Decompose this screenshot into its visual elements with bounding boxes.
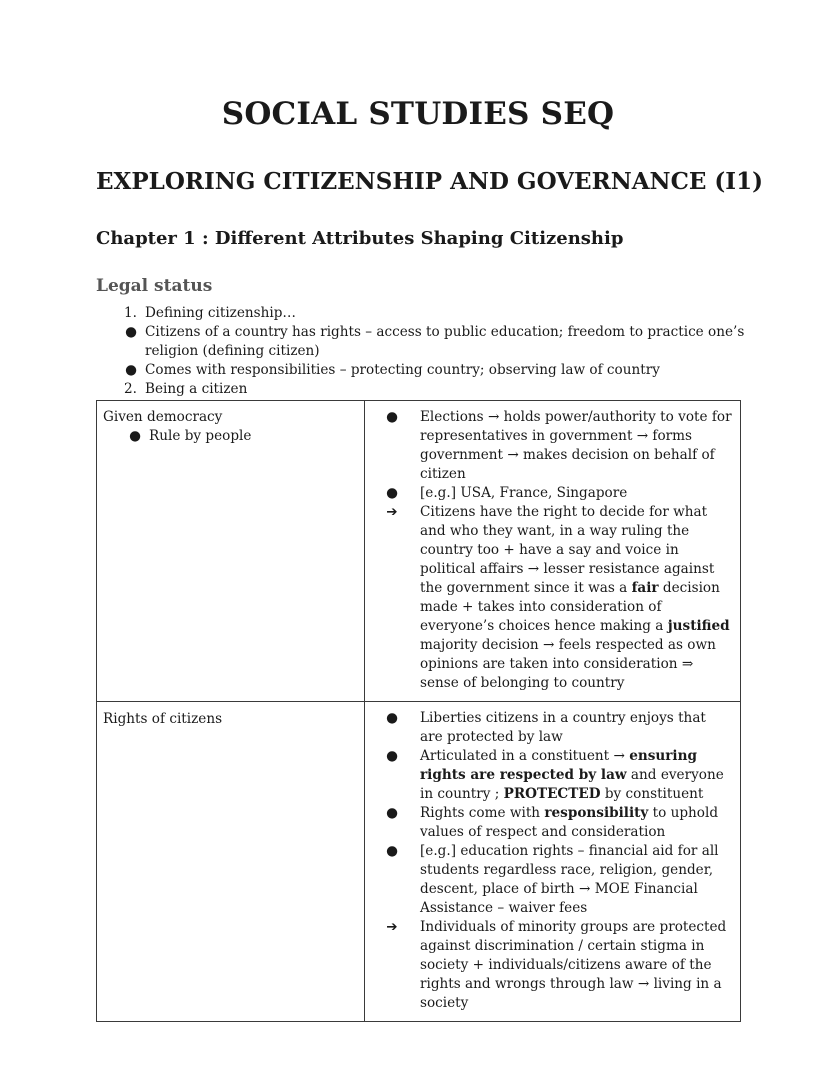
text-run: majority decision → feels respected as own opinions are taken into consideration ⇒ sense of belonging to country [420,637,716,691]
text-run: Rights come with [420,805,545,821]
bold-text: responsibility [544,805,649,821]
list-item-text [420,503,732,693]
bullet-icon: ● [386,409,398,425]
list-item-text: Being a citizen [145,381,248,397]
list-item [373,709,732,747]
bullet-icon: ● [386,843,398,859]
bullet-icon: ● [386,710,398,726]
list-item [96,323,746,361]
list-item-text: Citizens of a country has rights – access to public education; freedom to practice one’s religion (defining citizen) [145,324,745,359]
list-item [103,427,358,446]
list-item-text: Comes with responsibilities – protecting country; observing law of country [145,362,660,378]
intro-list [96,304,746,399]
bullet-icon: ● [129,428,141,444]
list-item [373,484,732,503]
list-number: 2. [124,381,137,397]
bold-text: ensuring rights are respected by law [420,748,697,783]
list-item-text [420,747,732,804]
bullet-icon: ● [125,324,137,340]
page-title: SOCIAL STUDIES SEQ [221,96,615,132]
list-item-text [420,804,732,842]
list-item [373,747,732,804]
table-row [97,702,741,1022]
row-label: Rights of citizens [103,711,223,727]
arrow-icon: ➔ [386,919,398,935]
text-run: and everyone in country ; [420,767,724,802]
list-item-text: Elections → holds power/authority to vote for representatives in government → forms government → makes decision on behalf of citizen [420,409,732,482]
list-item-text: Liberties citizens in a country enjoys that are protected by law [420,710,706,745]
bullet-icon: ● [125,362,137,378]
list-item [373,842,732,918]
chapter-heading: Chapter 1 : Different Attributes Shaping Citizenship [96,228,624,249]
bold-text: justified [667,618,730,634]
arrow-icon: ➔ [386,504,398,520]
bullet-icon: ● [386,805,398,821]
list-item-text: [e.g.] USA, France, Singapore [420,485,628,501]
list-item [96,304,746,323]
list-item [373,804,732,842]
list-item-text: Rule by people [149,428,252,444]
text-run: Citizens have the right to decide for what and who they want, in a way ruling the country too + have a say and voice in political affairs → lesser resistance against the government since it was a [420,504,715,596]
table-cell-label [97,401,365,702]
bold-text: fair [631,580,659,596]
text-run: by constituent [600,786,704,802]
text-run: Articulated in a constituent → [420,748,630,764]
list-item [373,503,732,693]
unit-heading: EXPLORING CITIZENSHIP AND GOVERNANCE (I1) [96,168,763,195]
list-number: 1. [124,305,137,321]
table-row [97,401,741,702]
list-item-text: Defining citizenship… [145,305,296,321]
table-cell-notes [365,702,741,1022]
table-cell-notes [365,401,741,702]
list-item-text: Individuals of minority groups are protected against discrimination / certain stigma in society + individuals/citizens aware of the rights and wrongs through law → living in a society [420,919,727,1011]
bullet-icon: ● [386,748,398,764]
list-item [373,408,732,484]
text-run: decision made + takes into consideration of everyone’s choices hence making a [420,580,720,634]
notes-table [96,400,741,1022]
list-item-text: [e.g.] education rights – financial aid for all students regardless race, religion, gender, descent, place of birth → MOE Financial Assistance – waiver fees [420,843,719,916]
list-item [373,918,732,1013]
table-cell-label [97,702,365,1022]
row-label: Given democracy [103,409,223,425]
list-item [96,361,746,380]
bold-text: PROTECTED [503,786,601,802]
list-item [96,380,746,399]
section-heading: Legal status [96,276,213,296]
bullet-icon: ● [386,485,398,501]
text-run: to uphold values of respect and consideration [420,805,719,840]
